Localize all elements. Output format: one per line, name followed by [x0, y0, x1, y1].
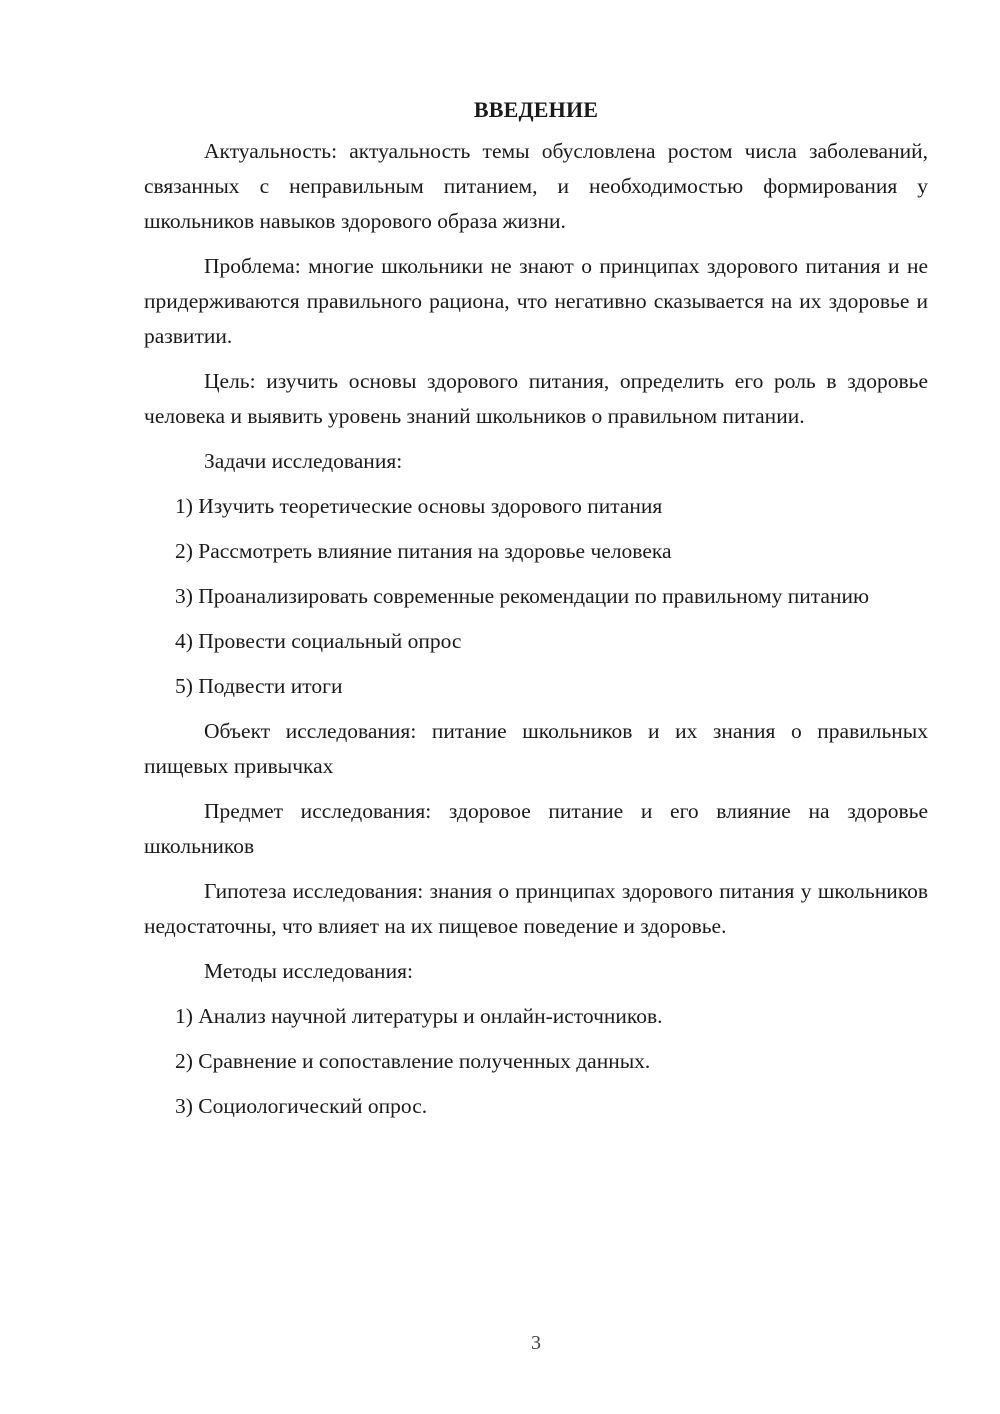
paragraph-subject: Предмет исследования: здоровое питание и его влияние на здоровье школьников	[144, 799, 928, 858]
list-item-task-3: 3) Проанализировать современные рекомендации по правильному питанию	[175, 584, 870, 608]
document-page	[144, 92, 928, 1134]
paragraph-methods-title: Методы исследования:	[204, 959, 413, 983]
paragraph-object: Объект исследования: питание школьников и их знания о правильных пищевых привычках	[144, 719, 928, 778]
section-heading: ВВЕДЕНИЕ	[473, 97, 599, 122]
list-item-task-5: 5) Подвести итоги	[175, 674, 343, 698]
paragraph-problem: Проблема: многие школьники не знают о принципах здорового питания и не придерживаются правильного рациона, что негативно сказывается на их здоровье и развитии.	[144, 254, 928, 348]
list-item-task-1: 1) Изучить теоретические основы здорового питания	[175, 494, 663, 518]
page-number: 3	[531, 1332, 541, 1354]
list-item-method-1: 1) Анализ научной литературы и онлайн-источников.	[175, 1004, 663, 1028]
paragraph-relevance: Актуальность: актуальность темы обусловлена ростом числа заболеваний, связанных с неправильным питанием, и необходимостью формирования у школьников навыков здорового образа жизни.	[144, 139, 928, 233]
paragraph-tasks-title: Задачи исследования:	[204, 449, 403, 473]
list-item-task-4: 4) Провести социальный опрос	[175, 629, 462, 653]
list-item-task-2: 2) Рассмотреть влияние питания на здоровье человека	[175, 539, 672, 563]
list-item-method-3: 3) Социологический опрос.	[175, 1094, 428, 1118]
list-item-method-2: 2) Сравнение и сопоставление полученных данных.	[175, 1049, 651, 1073]
paragraph-goal: Цель: изучить основы здорового питания, определить его роль в здоровье человека и выявить уровень знаний школьников о правильном питании.	[144, 369, 928, 428]
paragraph-hypothesis: Гипотеза исследования: знания о принципах здорового питания у школьников недостаточны, что влияет на их пищевое поведение и здоровье.	[144, 879, 928, 938]
